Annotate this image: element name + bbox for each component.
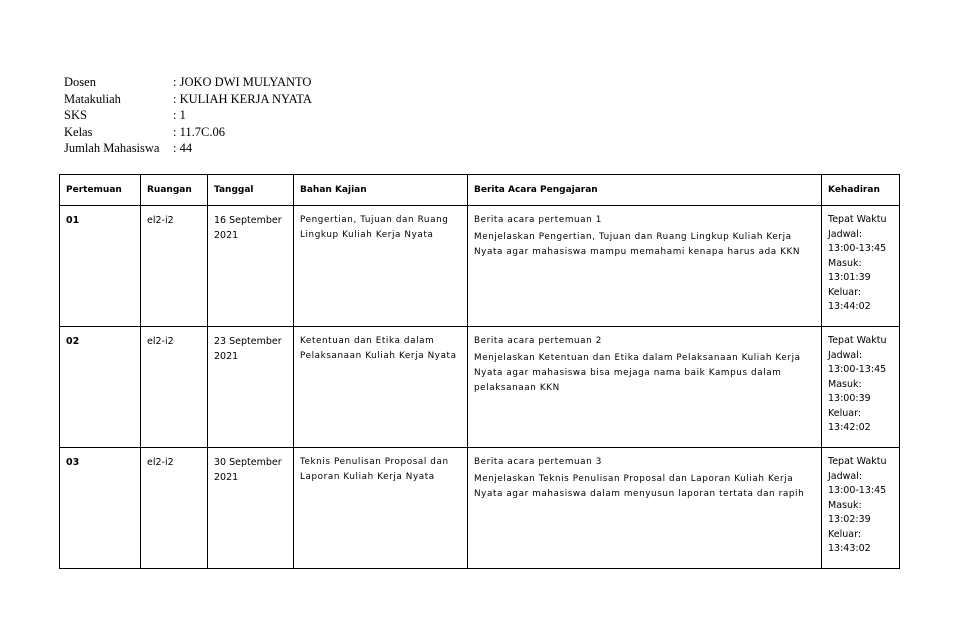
header-pertemuan: Pertemuan — [60, 175, 141, 206]
kehadiran-jadwal: 13:00-13:45 — [828, 243, 887, 254]
cell-berita-acara — [468, 327, 822, 448]
kehadiran-jadwal-label: Jadwal: — [828, 470, 863, 482]
table-row — [60, 206, 900, 327]
berita-title: Berita acara pertemuan 2 — [474, 336, 602, 346]
cell-kehadiran — [822, 448, 900, 569]
kehadiran-keluar: 13:44:02 — [828, 301, 871, 312]
header-berita-acara: Berita Acara Pengajaran — [468, 175, 822, 206]
berita-desc: Menjelaskan Pengertian, Tujuan dan Ruang Lingkup Kuliah Kerja Nyata agar mahasiswa mampu memahami kenapa harus ada KKN — [474, 232, 801, 257]
cell-tanggal: 23 September 2021 — [208, 327, 294, 448]
info-key: Jumlah Mahasiswa — [64, 141, 160, 155]
info-row-kelas — [64, 124, 312, 141]
berita-desc: Menjelaskan Ketentuan dan Etika dalam Pelaksanaan Kuliah Kerja Nyata agar mahasiswa bisa mejaga nama baik Kampus dalam pelaksanaan KKN — [474, 353, 801, 393]
info-row-dosen — [64, 74, 312, 91]
header-ruangan: Ruangan — [141, 175, 208, 206]
kehadiran-masuk-label: Masuk: — [828, 378, 862, 390]
kehadiran-masuk: 13:02:39 — [828, 514, 871, 525]
cell-pertemuan: 01 — [60, 206, 141, 327]
info-value: : KULIAH KERJA NYATA — [173, 91, 312, 106]
berita-title: Berita acara pertemuan 1 — [474, 215, 602, 225]
kehadiran-masuk: 13:01:39 — [828, 272, 871, 283]
berita-title: Berita acara pertemuan 3 — [474, 457, 602, 467]
cell-tanggal: 30 September 2021 — [208, 448, 294, 569]
info-value: : 11.7C.06 — [173, 124, 225, 139]
info-row-sks — [64, 107, 312, 124]
info-key: Kelas — [64, 124, 93, 139]
info-row-jumlah-mahasiswa — [64, 140, 312, 157]
cell-bahan-kajian: Ketentuan dan Etika dalam Pelaksanaan Kuliah Kerja Nyata — [294, 327, 468, 448]
cell-kehadiran — [822, 206, 900, 327]
kehadiran-masuk-label: Masuk: — [828, 499, 862, 511]
kehadiran-masuk: 13:00:39 — [828, 393, 871, 404]
kehadiran-jadwal: 13:00-13:45 — [828, 364, 887, 375]
berita-desc: Menjelaskan Teknis Penulisan Proposal dan Laporan Kuliah Kerja Nyata agar mahasiswa dalam menyusun laporan tertata dan rapih — [474, 474, 805, 499]
kehadiran-keluar: 13:42:02 — [828, 422, 871, 433]
kehadiran-jadwal-label: Jadwal: — [828, 228, 863, 240]
cell-bahan-kajian: Pengertian, Tujuan dan Ruang Lingkup Kuliah Kerja Nyata — [294, 206, 468, 327]
kehadiran-status: Tepat Waktu — [828, 214, 887, 225]
header-bahan-kajian: Bahan Kajian — [294, 175, 468, 206]
header-kehadiran: Kehadiran — [822, 175, 900, 206]
info-value: : 44 — [173, 141, 193, 155]
cell-ruangan: el2-i2 — [141, 448, 208, 569]
cell-pertemuan: 03 — [60, 448, 141, 569]
kehadiran-jadwal-label: Jadwal: — [828, 349, 863, 361]
table-header-row — [60, 175, 900, 206]
info-value: : JOKO DWI MULYANTO — [173, 75, 312, 89]
kehadiran-keluar-label: Keluar: — [828, 407, 862, 419]
info-key: Matakuliah — [64, 91, 121, 106]
cell-ruangan: el2-i2 — [141, 327, 208, 448]
info-row-matakuliah — [64, 91, 312, 108]
cell-ruangan: el2-i2 — [141, 206, 208, 327]
kehadiran-status: Tepat Waktu — [828, 335, 887, 346]
header-tanggal: Tanggal — [208, 175, 294, 206]
kehadiran-status: Tepat Waktu — [828, 456, 887, 467]
info-key: SKS — [64, 108, 87, 122]
info-key: Dosen — [64, 75, 96, 89]
cell-berita-acara — [468, 448, 822, 569]
cell-pertemuan: 02 — [60, 327, 141, 448]
info-value: : 1 — [173, 108, 186, 122]
cell-berita-acara — [468, 206, 822, 327]
kehadiran-keluar-label: Keluar: — [828, 528, 862, 540]
attendance-table — [59, 174, 900, 569]
cell-bahan-kajian: Teknis Penulisan Proposal dan Laporan Kuliah Kerja Nyata — [294, 448, 468, 569]
cell-kehadiran — [822, 327, 900, 448]
cell-tanggal: 16 September 2021 — [208, 206, 294, 327]
table-row — [60, 327, 900, 448]
kehadiran-jadwal: 13:00-13:45 — [828, 485, 887, 496]
kehadiran-masuk-label: Masuk: — [828, 257, 862, 269]
course-info — [64, 74, 312, 157]
kehadiran-keluar: 13:43:02 — [828, 543, 871, 554]
table-row — [60, 448, 900, 569]
kehadiran-keluar-label: Keluar: — [828, 286, 862, 298]
